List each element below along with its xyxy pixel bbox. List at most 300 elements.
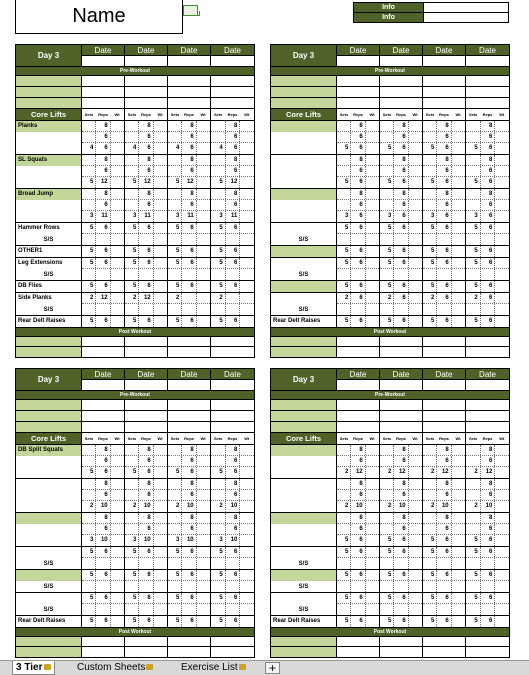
pre-workout-cell[interactable]: [466, 422, 509, 432]
post-workout-cell[interactable]: [380, 647, 423, 657]
sets-cell[interactable]: 5: [380, 223, 394, 233]
reps-cell[interactable]: 12: [139, 293, 153, 303]
reps-cell[interactable]: 8: [481, 513, 496, 523]
sets-cell[interactable]: [380, 121, 394, 131]
sets-cell[interactable]: [337, 604, 351, 615]
wt-cell[interactable]: [452, 304, 465, 315]
wt-cell[interactable]: [409, 177, 422, 188]
wt-cell[interactable]: [111, 143, 124, 154]
reps-cell[interactable]: 8: [182, 445, 196, 455]
wt-cell[interactable]: [240, 604, 254, 615]
sets-cell[interactable]: [466, 558, 481, 569]
post-workout-cell[interactable]: [211, 637, 254, 646]
wt-cell[interactable]: [197, 246, 210, 257]
sets-cell[interactable]: 5: [337, 177, 351, 188]
reps-cell[interactable]: 6: [96, 570, 110, 580]
sets-cell[interactable]: 5: [337, 281, 351, 292]
wt-cell[interactable]: [452, 456, 465, 466]
wt-cell[interactable]: [409, 616, 422, 627]
wt-cell[interactable]: [154, 155, 167, 165]
reps-cell[interactable]: 6: [394, 456, 408, 466]
sets-cell[interactable]: 5: [211, 467, 226, 478]
wt-cell[interactable]: [495, 616, 509, 627]
reps-cell[interactable]: 8: [351, 121, 365, 131]
reps-cell[interactable]: 6: [351, 177, 365, 188]
wt-cell[interactable]: [197, 547, 210, 557]
sets-cell[interactable]: 5: [337, 535, 351, 546]
reps-cell[interactable]: [226, 293, 241, 303]
wt-cell[interactable]: [495, 581, 509, 592]
reps-cell[interactable]: 6: [182, 223, 196, 233]
reps-cell[interactable]: [481, 604, 496, 615]
wt-cell[interactable]: [409, 570, 422, 580]
sets-cell[interactable]: 5: [423, 258, 437, 268]
reps-cell[interactable]: 6: [394, 211, 408, 222]
wt-cell[interactable]: [452, 281, 465, 292]
reps-cell[interactable]: 6: [182, 524, 196, 534]
sets-cell[interactable]: 5: [380, 593, 394, 603]
wt-cell[interactable]: [409, 258, 422, 268]
reps-cell[interactable]: 8: [394, 189, 408, 199]
pre-workout-cell[interactable]: [380, 422, 423, 432]
exercise-name[interactable]: Planks: [16, 121, 81, 132]
wt-cell[interactable]: [154, 316, 167, 327]
wt-cell[interactable]: [452, 177, 465, 188]
wt-cell[interactable]: [495, 593, 509, 603]
exercise-name[interactable]: SL Squats: [16, 155, 81, 166]
reps-cell[interactable]: 10: [226, 535, 241, 546]
reps-cell[interactable]: 8: [481, 189, 496, 199]
reps-cell[interactable]: 11: [139, 211, 153, 222]
reps-cell[interactable]: 12: [481, 467, 496, 478]
sets-cell[interactable]: 5: [125, 467, 139, 478]
reps-cell[interactable]: [182, 234, 196, 245]
reps-cell[interactable]: [96, 304, 110, 315]
pre-workout-cell[interactable]: [82, 76, 125, 86]
reps-cell[interactable]: 6: [96, 200, 110, 210]
reps-cell[interactable]: 8: [437, 445, 451, 455]
sets-cell[interactable]: 5: [125, 177, 139, 188]
reps-cell[interactable]: 6: [96, 143, 110, 154]
pre-workout-cell[interactable]: [466, 98, 509, 108]
reps-cell[interactable]: 8: [394, 121, 408, 131]
pre-workout-cell[interactable]: [466, 76, 509, 86]
sets-cell[interactable]: 5: [125, 570, 139, 580]
wt-cell[interactable]: [452, 501, 465, 512]
reps-cell[interactable]: 6: [437, 223, 451, 233]
post-workout-cell[interactable]: [168, 637, 211, 646]
wt-cell[interactable]: [154, 269, 167, 280]
wt-cell[interactable]: [240, 467, 254, 478]
wt-cell[interactable]: [154, 121, 167, 131]
reps-cell[interactable]: 8: [226, 479, 241, 489]
sets-cell[interactable]: 5: [211, 281, 226, 292]
reps-cell[interactable]: [437, 604, 451, 615]
wt-cell[interactable]: [240, 456, 254, 466]
reps-cell[interactable]: 6: [481, 616, 496, 627]
post-workout-cell[interactable]: [466, 347, 509, 357]
reps-cell[interactable]: 8: [394, 155, 408, 165]
reps-cell[interactable]: 8: [96, 189, 110, 199]
wt-cell[interactable]: [409, 281, 422, 292]
sets-cell[interactable]: 4: [168, 143, 182, 154]
wt-cell[interactable]: [240, 558, 254, 569]
reps-cell[interactable]: 6: [139, 258, 153, 268]
sets-cell[interactable]: [466, 524, 481, 534]
reps-cell[interactable]: 6: [481, 570, 496, 580]
reps-cell[interactable]: 8: [96, 121, 110, 131]
reps-cell[interactable]: 6: [139, 246, 153, 257]
wt-cell[interactable]: [366, 246, 379, 257]
sets-cell[interactable]: 5: [466, 547, 481, 557]
reps-cell[interactable]: [394, 234, 408, 245]
wt-cell[interactable]: [154, 616, 167, 627]
reps-cell[interactable]: 8: [139, 479, 153, 489]
reps-cell[interactable]: 8: [226, 155, 241, 165]
wt-cell[interactable]: [154, 593, 167, 603]
reps-cell[interactable]: 6: [351, 293, 365, 303]
wt-cell[interactable]: [154, 166, 167, 176]
wt-cell[interactable]: [409, 581, 422, 592]
sets-cell[interactable]: [466, 304, 481, 315]
sets-cell[interactable]: 5: [337, 593, 351, 603]
post-workout-cell[interactable]: [125, 647, 168, 657]
wt-cell[interactable]: [409, 166, 422, 176]
info-value-cell[interactable]: [424, 3, 509, 13]
reps-cell[interactable]: 6: [437, 524, 451, 534]
reps-cell[interactable]: 6: [437, 547, 451, 557]
pre-workout-cell[interactable]: [168, 422, 211, 432]
wt-cell[interactable]: [197, 166, 210, 176]
wt-cell[interactable]: [452, 513, 465, 523]
reps-cell[interactable]: 8: [139, 513, 153, 523]
sets-cell[interactable]: [211, 490, 226, 500]
reps-cell[interactable]: 6: [139, 132, 153, 142]
sets-cell[interactable]: [337, 445, 351, 455]
reps-cell[interactable]: 6: [437, 293, 451, 303]
wt-cell[interactable]: [154, 490, 167, 500]
sets-cell[interactable]: 3: [211, 211, 226, 222]
exercise-name[interactable]: Rear Delt Raises: [18, 318, 66, 324]
sets-cell[interactable]: [125, 304, 139, 315]
date-input[interactable]: [211, 56, 254, 67]
pre-workout-cell[interactable]: [168, 400, 211, 410]
tab-3-tier[interactable]: [12, 661, 55, 675]
wt-cell[interactable]: [366, 234, 379, 245]
wt-cell[interactable]: [197, 479, 210, 489]
date-input[interactable]: [423, 56, 465, 67]
sets-cell[interactable]: 5: [125, 593, 139, 603]
reps-cell[interactable]: 6: [351, 143, 365, 154]
reps-cell[interactable]: [351, 304, 365, 315]
exercise-name[interactable]: [271, 121, 336, 132]
wt-cell[interactable]: [452, 479, 465, 489]
sets-cell[interactable]: 5: [466, 223, 481, 233]
reps-cell[interactable]: 6: [394, 316, 408, 327]
pre-workout-cell[interactable]: [211, 98, 254, 108]
wt-cell[interactable]: [111, 524, 124, 534]
sets-cell[interactable]: 3: [423, 211, 437, 222]
sets-cell[interactable]: [423, 581, 437, 592]
pre-workout-name[interactable]: [16, 411, 82, 421]
wt-cell[interactable]: [111, 456, 124, 466]
wt-cell[interactable]: [154, 501, 167, 512]
sets-cell[interactable]: 5: [125, 547, 139, 557]
exercise-name[interactable]: OTHER1: [18, 248, 43, 254]
wt-cell[interactable]: [452, 155, 465, 165]
exercise-name[interactable]: [271, 258, 336, 269]
post-workout-cell[interactable]: [211, 337, 254, 346]
wt-cell[interactable]: [111, 593, 124, 603]
sets-cell[interactable]: 5: [211, 616, 226, 627]
sets-cell[interactable]: 5: [82, 281, 96, 292]
reps-cell[interactable]: 6: [226, 281, 241, 292]
wt-cell[interactable]: [154, 581, 167, 592]
reps-cell[interactable]: [481, 304, 496, 315]
wt-cell[interactable]: [197, 304, 210, 315]
sets-cell[interactable]: [380, 155, 394, 165]
date-input[interactable]: [466, 56, 509, 67]
sets-cell[interactable]: [466, 166, 481, 176]
sets-cell[interactable]: [125, 200, 139, 210]
wt-cell[interactable]: [452, 293, 465, 303]
exercise-name[interactable]: Hammer Rows: [18, 225, 60, 231]
sets-cell[interactable]: [211, 558, 226, 569]
sets-cell[interactable]: 5: [211, 246, 226, 257]
wt-cell[interactable]: [197, 593, 210, 603]
reps-cell[interactable]: 6: [481, 281, 496, 292]
wt-cell[interactable]: [240, 143, 254, 154]
sets-cell[interactable]: [211, 581, 226, 592]
sets-cell[interactable]: [337, 581, 351, 592]
sets-cell[interactable]: 4: [125, 143, 139, 154]
sets-cell[interactable]: [423, 155, 437, 165]
wt-cell[interactable]: [409, 479, 422, 489]
reps-cell[interactable]: [226, 581, 241, 592]
wt-cell[interactable]: [409, 223, 422, 233]
reps-cell[interactable]: [351, 269, 365, 280]
wt-cell[interactable]: [366, 535, 379, 546]
post-workout-cell[interactable]: [125, 637, 168, 646]
reps-cell[interactable]: [226, 234, 241, 245]
sets-cell[interactable]: [82, 234, 96, 245]
sets-cell[interactable]: 5: [168, 616, 182, 627]
reps-cell[interactable]: 6: [96, 166, 110, 176]
sets-cell[interactable]: 3: [380, 211, 394, 222]
sets-cell[interactable]: 5: [168, 223, 182, 233]
reps-cell[interactable]: 8: [437, 155, 451, 165]
reps-cell[interactable]: 12: [351, 467, 365, 478]
wt-cell[interactable]: [111, 269, 124, 280]
reps-cell[interactable]: [226, 269, 241, 280]
sets-cell[interactable]: [423, 189, 437, 199]
wt-cell[interactable]: [409, 490, 422, 500]
reps-cell[interactable]: 6: [182, 132, 196, 142]
sets-cell[interactable]: 5: [466, 570, 481, 580]
reps-cell[interactable]: 10: [96, 501, 110, 512]
wt-cell[interactable]: [197, 524, 210, 534]
sets-cell[interactable]: 2: [337, 467, 351, 478]
wt-cell[interactable]: [197, 616, 210, 627]
pre-workout-cell[interactable]: [211, 87, 254, 97]
reps-cell[interactable]: 6: [139, 467, 153, 478]
sets-cell[interactable]: [337, 155, 351, 165]
sets-cell[interactable]: [82, 524, 96, 534]
wt-cell[interactable]: [366, 132, 379, 142]
sets-cell[interactable]: 3: [168, 211, 182, 222]
reps-cell[interactable]: 6: [139, 200, 153, 210]
reps-cell[interactable]: 8: [481, 121, 496, 131]
sets-cell[interactable]: [211, 155, 226, 165]
wt-cell[interactable]: [366, 211, 379, 222]
wt-cell[interactable]: [111, 304, 124, 315]
reps-cell[interactable]: 11: [182, 211, 196, 222]
sets-cell[interactable]: [466, 200, 481, 210]
wt-cell[interactable]: [240, 593, 254, 603]
sets-cell[interactable]: 2: [466, 467, 481, 478]
wt-cell[interactable]: [154, 177, 167, 188]
wt-cell[interactable]: [495, 281, 509, 292]
wt-cell[interactable]: [452, 132, 465, 142]
wt-cell[interactable]: [111, 604, 124, 615]
post-workout-cell[interactable]: [423, 637, 466, 646]
reps-cell[interactable]: [226, 558, 241, 569]
sets-cell[interactable]: 3: [337, 211, 351, 222]
wt-cell[interactable]: [197, 234, 210, 245]
reps-cell[interactable]: 6: [481, 246, 496, 257]
reps-cell[interactable]: [351, 558, 365, 569]
reps-cell[interactable]: 8: [96, 445, 110, 455]
sets-cell[interactable]: [466, 445, 481, 455]
exercise-name[interactable]: DB Split Squats: [16, 445, 81, 456]
reps-cell[interactable]: 6: [96, 316, 110, 327]
exercise-name[interactable]: [271, 513, 336, 524]
wt-cell[interactable]: [197, 445, 210, 455]
reps-cell[interactable]: 6: [96, 490, 110, 500]
wt-cell[interactable]: [495, 524, 509, 534]
pre-workout-cell[interactable]: [466, 411, 509, 421]
sets-cell[interactable]: [82, 445, 96, 455]
sets-cell[interactable]: [168, 524, 182, 534]
post-workout-cell[interactable]: [82, 637, 125, 646]
wt-cell[interactable]: [111, 258, 124, 268]
post-workout-cell[interactable]: [125, 347, 168, 357]
wt-cell[interactable]: [240, 166, 254, 176]
reps-cell[interactable]: 6: [139, 547, 153, 557]
sets-cell[interactable]: 5: [380, 177, 394, 188]
wt-cell[interactable]: [240, 547, 254, 557]
reps-cell[interactable]: 8: [96, 513, 110, 523]
reps-cell[interactable]: 6: [437, 177, 451, 188]
wt-cell[interactable]: [452, 121, 465, 131]
sets-cell[interactable]: [168, 166, 182, 176]
wt-cell[interactable]: [240, 513, 254, 523]
wt-cell[interactable]: [197, 132, 210, 142]
reps-cell[interactable]: 8: [182, 513, 196, 523]
reps-cell[interactable]: 6: [96, 132, 110, 142]
exercise-name[interactable]: [16, 513, 81, 524]
reps-cell[interactable]: 6: [437, 456, 451, 466]
sets-cell[interactable]: [168, 189, 182, 199]
post-workout-cell[interactable]: [337, 647, 380, 657]
wt-cell[interactable]: [409, 234, 422, 245]
sets-cell[interactable]: [125, 490, 139, 500]
wt-cell[interactable]: [111, 246, 124, 257]
wt-cell[interactable]: [197, 467, 210, 478]
reps-cell[interactable]: 6: [481, 293, 496, 303]
sets-cell[interactable]: [380, 581, 394, 592]
sets-cell[interactable]: [466, 132, 481, 142]
sets-cell[interactable]: [168, 121, 182, 131]
reps-cell[interactable]: 6: [96, 593, 110, 603]
wt-cell[interactable]: [197, 501, 210, 512]
sets-cell[interactable]: [337, 456, 351, 466]
reps-cell[interactable]: 6: [351, 535, 365, 546]
exercise-name[interactable]: [271, 281, 336, 292]
wt-cell[interactable]: [240, 570, 254, 580]
sets-cell[interactable]: 5: [211, 258, 226, 268]
post-workout-cell[interactable]: [466, 637, 509, 646]
reps-cell[interactable]: 6: [139, 281, 153, 292]
pre-workout-name[interactable]: [16, 422, 82, 432]
sets-cell[interactable]: 5: [337, 316, 351, 327]
exercise-name[interactable]: [16, 570, 81, 581]
sets-cell[interactable]: 3: [125, 535, 139, 546]
sets-cell[interactable]: 2: [423, 293, 437, 303]
sets-cell[interactable]: 5: [423, 535, 437, 546]
wt-cell[interactable]: [409, 513, 422, 523]
sets-cell[interactable]: 5: [82, 258, 96, 268]
sets-cell[interactable]: [82, 304, 96, 315]
wt-cell[interactable]: [495, 121, 509, 131]
sets-cell[interactable]: [423, 132, 437, 142]
sets-cell[interactable]: 3: [82, 535, 96, 546]
sets-cell[interactable]: 5: [466, 281, 481, 292]
reps-cell[interactable]: [394, 269, 408, 280]
reps-cell[interactable]: [481, 234, 496, 245]
reps-cell[interactable]: [96, 234, 110, 245]
reps-cell[interactable]: 6: [139, 456, 153, 466]
reps-cell[interactable]: [437, 581, 451, 592]
sets-cell[interactable]: 4: [82, 143, 96, 154]
reps-cell[interactable]: 6: [139, 593, 153, 603]
sets-cell[interactable]: [125, 524, 139, 534]
wt-cell[interactable]: [495, 535, 509, 546]
wt-cell[interactable]: [240, 490, 254, 500]
reps-cell[interactable]: 6: [394, 547, 408, 557]
pre-workout-cell[interactable]: [211, 422, 254, 432]
reps-cell[interactable]: 6: [394, 281, 408, 292]
sets-cell[interactable]: [380, 234, 394, 245]
wt-cell[interactable]: [366, 316, 379, 327]
reps-cell[interactable]: [481, 581, 496, 592]
wt-cell[interactable]: [409, 316, 422, 327]
reps-cell[interactable]: 6: [182, 246, 196, 257]
pre-workout-cell[interactable]: [125, 400, 168, 410]
date-input[interactable]: [125, 380, 167, 391]
sets-cell[interactable]: 5: [380, 246, 394, 257]
sets-cell[interactable]: 5: [337, 616, 351, 627]
wt-cell[interactable]: [111, 490, 124, 500]
date-input[interactable]: [82, 380, 124, 391]
wt-cell[interactable]: [452, 189, 465, 199]
reps-cell[interactable]: 8: [437, 513, 451, 523]
sets-cell[interactable]: [380, 166, 394, 176]
wt-cell[interactable]: [111, 581, 124, 592]
sets-cell[interactable]: [466, 513, 481, 523]
wt-cell[interactable]: [495, 513, 509, 523]
sets-cell[interactable]: [380, 558, 394, 569]
